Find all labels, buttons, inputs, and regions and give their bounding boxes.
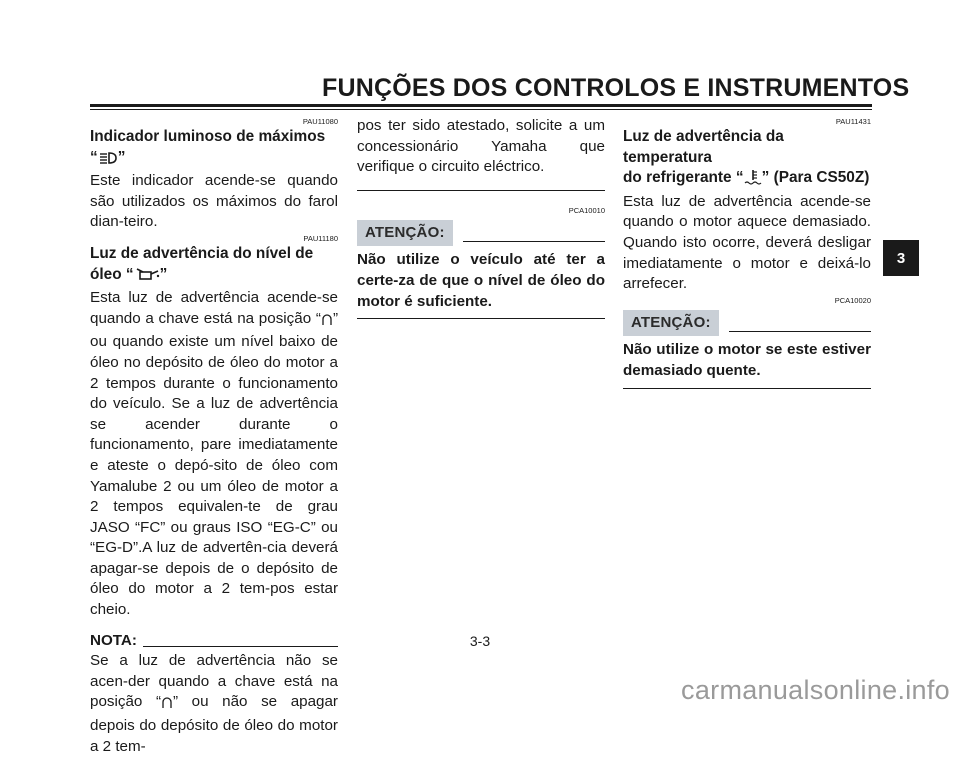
- note-text: [90, 651, 338, 757]
- caution-code: PCA10020: [834, 295, 871, 305]
- section-code: PAU11080: [302, 117, 338, 126]
- heading-icon-line: [623, 168, 871, 192]
- coolant-temperature-icon: [744, 169, 762, 192]
- oil-can-icon: [134, 267, 160, 289]
- ignition-on-icon: [161, 695, 173, 716]
- quote-close: ”: [117, 148, 126, 166]
- chapter-tab: 3: [883, 240, 919, 276]
- continued-paragraph: pos ter sido atestado, solicite a um concessionário Yamaha que verifique o circuito eléctrico.: [357, 117, 605, 176]
- caution-rule: [729, 331, 871, 332]
- note-rule: [143, 646, 338, 647]
- section-code: PAU11180: [303, 233, 338, 243]
- oil-level-description: [90, 288, 338, 621]
- heading-suffix: ” (Para CS50Z): [761, 169, 870, 187]
- heading-text: Indicador luminoso de máximos: [90, 128, 326, 145]
- heading-prefix: óleo “: [90, 265, 134, 283]
- ignition-on-icon: [321, 312, 333, 333]
- caution-text: Não utilize o veículo até ter a certe-za de que o nível de óleo do motor é suficiente.: [357, 251, 605, 310]
- page-number: 3-3: [469, 633, 491, 649]
- caution-header: [623, 310, 871, 337]
- coolant-temperature-description: Esta luz de advertência acende-se quando o motor aquece demasiado. Quando isto ocorre, deverá desligar imediatamente o motor e deixá-lo arrefecer.: [623, 192, 871, 293]
- column-3: [623, 116, 871, 389]
- caution-code: PCA10010: [568, 205, 605, 215]
- section-code: PAU11431: [835, 117, 871, 126]
- caution-rule: [463, 241, 605, 242]
- heading-text: Luz de advertência da temperatura: [623, 128, 784, 166]
- note-label: NOTA:: [90, 631, 137, 649]
- note-end-rule: [357, 190, 605, 191]
- high-beam-description: Este indicador acende-se quando são utilizados os máximos do farol dian-teiro.: [90, 172, 338, 231]
- heading-suffix: ”: [159, 265, 168, 283]
- paragraph-part: ” ou não se apagar depois do depósito de óleo do motor a 2 tem-: [90, 693, 338, 755]
- caution-end-rule: [357, 318, 605, 319]
- paragraph-part: Se a luz de advertência não se acen-der quando a chave está na posição “: [90, 652, 338, 711]
- heading-text: Luz de advertência do nível de: [90, 244, 314, 262]
- watermark: carmanualsonline.info: [681, 675, 950, 705]
- section-heading-oil-level: [90, 244, 338, 288]
- column-1: [90, 116, 338, 757]
- quote-open: “: [90, 148, 98, 166]
- heading-prefix: do refrigerante “: [623, 169, 744, 187]
- caution-label: ATENÇÃO:: [623, 310, 719, 337]
- heading-icon-line: [90, 148, 338, 172]
- caution-header: [357, 220, 605, 247]
- caution-text: Não utilize o motor se este estiver demasiado quente.: [623, 341, 871, 379]
- heading-icon-line: [90, 265, 338, 289]
- paragraph-part: Esta luz de advertência acende-se quando a chave está na posição “: [90, 289, 338, 327]
- section-heading-coolant-temperature: [623, 127, 871, 192]
- note-header: [90, 631, 338, 652]
- column-2: [357, 116, 605, 319]
- caution-end-rule: [623, 388, 871, 389]
- header-rule: [90, 104, 872, 107]
- caution-label: ATENÇÃO:: [357, 220, 453, 247]
- section-heading-high-beam: [90, 127, 338, 171]
- header-rule-thin: [90, 109, 872, 110]
- page-header-title: FUNÇÕES DOS CONTROLOS E INSTRUMENTOS: [322, 74, 910, 102]
- high-beam-icon: [98, 151, 118, 172]
- paragraph-part: ” ou quando existe um nível baixo de óleo no depósito de óleo do motor a 2 tempos durante o funcionamento do veículo. Se a luz de advertência se acender durante o funcionamento, pare imediatamente e ateste o depó-sito de óleo com Yamalube 2 ou um óleo de motor a 2 tempos equivalen-te de grau JASO “FC” ou graus ISO “EG-C” ou “EG-D”.A luz de advertên-cia deverá apagar-se depois de o depósito de óleo do motor a 2 tem-pos estar cheio.: [90, 309, 338, 619]
